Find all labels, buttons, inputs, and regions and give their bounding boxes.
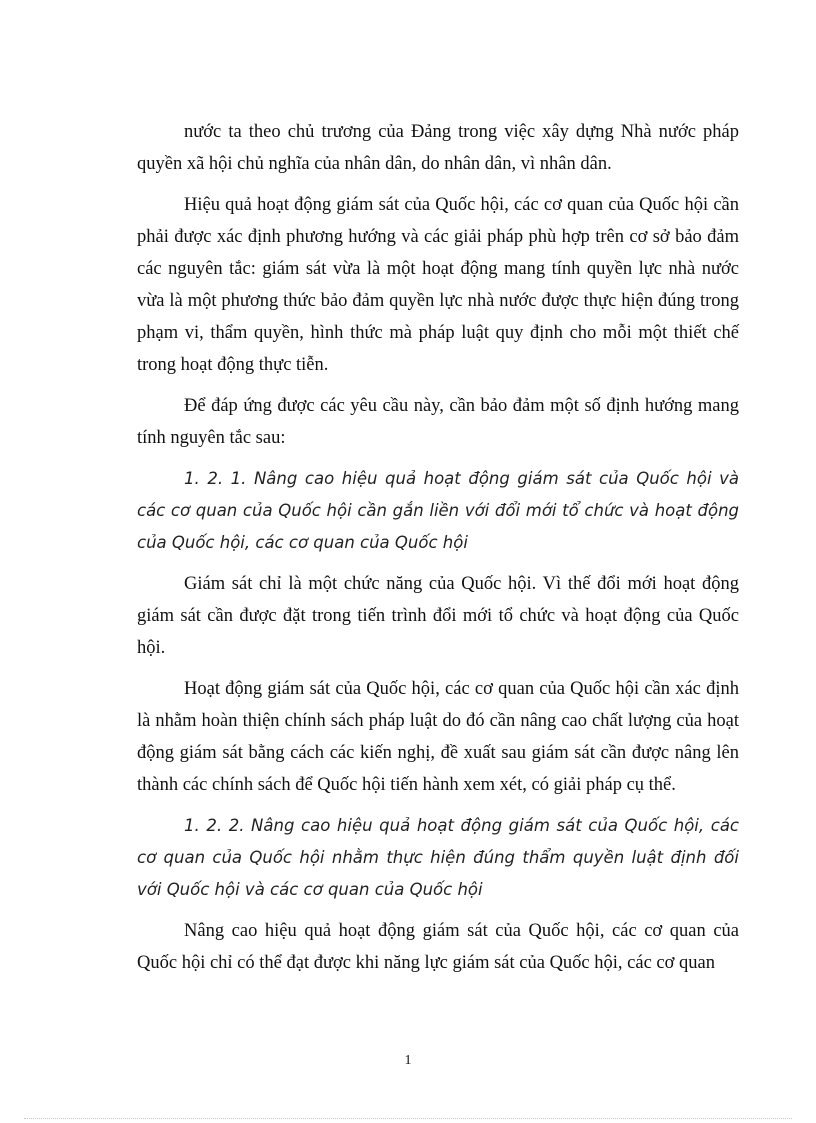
page-number: 1: [404, 1053, 412, 1068]
page-bottom-divider: [24, 1118, 792, 1119]
page-body: [137, 116, 739, 988]
paragraph-supervision-policy: Hoạt động giám sát của Quốc hội, các cơ quan của Quốc hội cần xác định là nhằm hoàn thiện chính sách pháp luật do đó cần nâng cao chất lượng của hoạt động giám sát bằng cách các kiến nghị, đề xuất sau giám sát cần được nâng lên thành các chính sách để Quốc hội tiến hành xem xét, có giải pháp cụ thể.: [137, 679, 739, 795]
paragraph-orientation-intro: Để đáp ứng được các yêu cầu này, cần bảo đảm một số định hướng mang tính nguyên tắc sau:: [137, 396, 739, 448]
paragraph-supervision-capacity: Nâng cao hiệu quả hoạt động giám sát của Quốc hội, các cơ quan của Quốc hội chỉ có thể đạt được khi năng lực giám sát của Quốc hội, các cơ quan: [137, 921, 739, 973]
section-heading-1-2-2: 1. 2. 2. Nâng cao hiệu quả hoạt động giám sát của Quốc hội, các cơ quan của Quốc hội nhằm thực hiện đúng thẩm quyền luật định đối với Quốc hội và các cơ quan của Quốc hội: [137, 816, 739, 899]
paragraph-supervision-function: Giám sát chỉ là một chức năng của Quốc hội. Vì thế đổi mới hoạt động giám sát cần được đặt trong tiến trình đổi mới tổ chức và hoạt động của Quốc hội.: [137, 574, 739, 658]
paragraph-intro-continuation: nước ta theo chủ trương của Đảng trong việc xây dựng Nhà nước pháp quyền xã hội chủ nghĩa của nhân dân, do nhân dân, vì nhân dân.: [137, 122, 739, 174]
paragraph-principles: Hiệu quả hoạt động giám sát của Quốc hội, các cơ quan của Quốc hội cần phải được xác định phương hướng và các giải pháp phù hợp trên cơ sở bảo đảm các nguyên tắc: giám sát vừa là một hoạt động mang tính quyền lực nhà nước vừa là một phương thức bảo đảm quyền lực nhà nước được thực hiện đúng trong phạm vi, thẩm quyền, hình thức mà pháp luật quy định cho mỗi một thiết chế trong hoạt động thực tiễn.: [137, 195, 739, 375]
section-heading-1-2-1: 1. 2. 1. Nâng cao hiệu quả hoạt động giám sát của Quốc hội và các cơ quan của Quốc hội cần gắn liền với đổi mới tổ chức và hoạt động của Quốc hội, các cơ quan của Quốc hội: [137, 469, 739, 552]
